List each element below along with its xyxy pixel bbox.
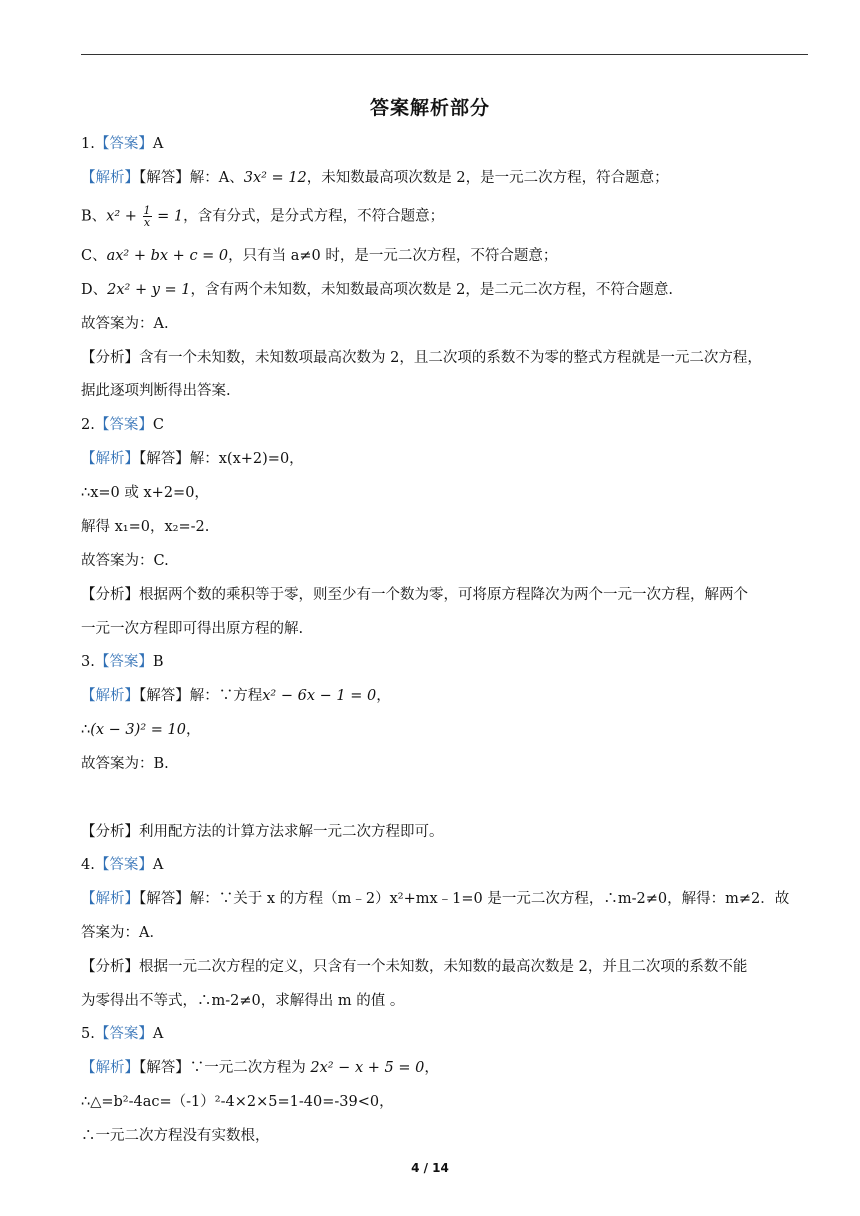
- q1-a-text: ，未知数最高项次数是 2，是一元二次方程，符合题意；: [306, 170, 669, 186]
- q3-conclusion: 故答案为：B.: [81, 756, 169, 772]
- q1-number: 1.: [81, 136, 95, 152]
- q3-analysis-tag: 【分析】: [81, 824, 139, 840]
- q5-step-2: ∴△=b²-4ac=（-1）²-4×2×5=1-40=-39<0，: [81, 1094, 394, 1110]
- header-rule: [81, 54, 808, 55]
- q2-step-2: ∴x=0 或 x+2=0，: [81, 485, 209, 501]
- q3-jiexi-tag: 【解析】: [81, 688, 139, 704]
- q1-b-equation-left: x² +: [106, 208, 142, 225]
- q3-analysis: [81, 822, 444, 842]
- q5-step-1-prefix: ∵一元二次方程为: [189, 1060, 311, 1076]
- q4-answer-line: [81, 855, 163, 875]
- q5-answer: A: [152, 1026, 164, 1042]
- q1-b-prefix: B、: [81, 208, 107, 225]
- q2-analysis-text: 根据两个数的乘积等于零，则至少有一个数为零，可将原方程降次为两个一元一次方程，解两个: [139, 587, 748, 603]
- q4-analysis-text: 根据一元二次方程的定义，只含有一个未知数，未知数的最高次数是 2，并且二次项的系数不能: [139, 959, 748, 975]
- q1-answer-tag: 【答案】: [94, 136, 153, 152]
- q2-conclusion: 故答案为：C.: [81, 553, 169, 569]
- q5-step-3: ∴一元二次方程没有实数根，: [81, 1128, 270, 1144]
- q1-jieda-tag: 【解答】: [139, 170, 190, 186]
- q2-step-3: 解得 x₁=0，x₂=-2.: [81, 519, 210, 535]
- q3-step-2-suffix: ，: [185, 722, 201, 738]
- q1-c-text: ，只有当 a≠0 时，是一元二次方程，不符合题意；: [228, 248, 558, 264]
- q1-jiexi-tag: 【解析】: [81, 170, 139, 186]
- q1-c-prefix: C、: [81, 248, 107, 264]
- q1-b-text: ，含有分式，是分式方程，不符合题意；: [183, 208, 445, 225]
- q3-step-1-prefix: 解：∵方程: [189, 688, 263, 704]
- q1-d-prefix: D、: [81, 282, 108, 298]
- q2-analysis-1: [81, 585, 748, 605]
- q1-solution-d: [81, 280, 673, 300]
- q1-a-equation: 3x² = 12: [243, 170, 307, 186]
- q4-answer-tag: 【答案】: [94, 857, 153, 873]
- q5-solution-1: [81, 1058, 439, 1078]
- q3-number: 3.: [81, 654, 95, 670]
- q1-analysis-1: [81, 348, 762, 368]
- q3-solution-2: [81, 720, 200, 740]
- q1-solution-a: [81, 168, 669, 188]
- q2-step-1: 解：x(x+2)=0，: [189, 451, 304, 467]
- q3-solution-1: [81, 686, 391, 706]
- q1-analysis-2: 据此逐项判断得出答案.: [81, 383, 231, 399]
- q5-answer-tag: 【答案】: [94, 1026, 153, 1042]
- q1-b-fraction: [143, 205, 152, 228]
- q1-conclusion: 故答案为：A.: [81, 316, 169, 332]
- q1-analysis-tag: 【分析】: [81, 350, 139, 366]
- q5-jiexi-tag: 【解析】: [81, 1060, 139, 1076]
- q2-jiexi-tag: 【解析】: [81, 451, 139, 467]
- q1-d-equation: 2x² + y = 1: [107, 282, 191, 298]
- q2-answer-tag: 【答案】: [94, 417, 153, 433]
- q5-answer-line: [81, 1024, 163, 1044]
- q1-c-equation: ax² + bx + c = 0: [106, 248, 229, 264]
- q2-answer-line: [81, 415, 164, 435]
- q3-equation-2: (x − 3)² = 10: [90, 722, 186, 738]
- q3-answer: B: [152, 654, 164, 670]
- q4-analysis-2: 为零得出不等式，∴m-2≠0，求解得出 m 的值 。: [81, 993, 405, 1009]
- q5-jieda-tag: 【解答】: [139, 1060, 190, 1076]
- q4-analysis-tag: 【分析】: [81, 959, 139, 975]
- q1-solution-c: [81, 246, 557, 266]
- q4-jieda-tag: 【解答】: [139, 891, 190, 907]
- q2-solution-1: [81, 449, 304, 469]
- q4-solution-2: 答案为：A．: [81, 925, 164, 941]
- q1-answer-line: [81, 134, 163, 154]
- q1-b-equation-right: = 1: [152, 208, 184, 225]
- q1-solution-b: [81, 205, 444, 228]
- q2-analysis-2: 一元一次方程即可得出原方程的解.: [81, 621, 304, 637]
- q4-solution-1: [81, 889, 789, 909]
- q3-step-2-prefix: ∴: [81, 722, 91, 738]
- q4-number: 4.: [81, 857, 95, 873]
- q3-equation-1: x² − 6x − 1 = 0: [262, 688, 377, 704]
- q4-solution-text: 解：∵关于 x 的方程（m﹣2）x²+mx﹣1=0 是一元二次方程，∴m-2≠0，解得：m≠2．故: [189, 891, 790, 907]
- q5-step-1-suffix: ，: [424, 1060, 439, 1076]
- q3-answer-line: [81, 652, 164, 672]
- q5-equation: 2x² − x + 5 = 0: [310, 1060, 425, 1076]
- q4-jiexi-tag: 【解析】: [81, 891, 139, 907]
- q1-answer: A: [152, 136, 164, 152]
- fraction-numerator: 1: [143, 204, 151, 217]
- page-title: 答案解析部分: [369, 97, 490, 119]
- q3-step-1-suffix: ，: [376, 688, 391, 704]
- fraction-denominator: x: [143, 216, 151, 229]
- q2-jieda-tag: 【解答】: [139, 451, 190, 467]
- q4-analysis-1: [81, 957, 747, 977]
- q1-d-text: ，含有两个未知数，未知数最高项次数是 2，是二元二次方程，不符合题意.: [190, 282, 673, 298]
- q1-a-prefix: 解：A、: [189, 170, 244, 186]
- page-number: 4 / 14: [411, 1161, 449, 1175]
- q3-analysis-text: 利用配方法的计算方法求解一元二次方程即可。: [139, 824, 444, 840]
- q4-answer: A: [152, 857, 164, 873]
- q2-analysis-tag: 【分析】: [81, 587, 139, 603]
- q3-jieda-tag: 【解答】: [139, 688, 190, 704]
- q2-answer: C: [152, 417, 164, 433]
- q2-number: 2.: [81, 417, 95, 433]
- q3-answer-tag: 【答案】: [94, 654, 153, 670]
- q1-analysis-text: 含有一个未知数，未知数项最高次数为 2，且二次项的系数不为零的整式方程就是一元二次方程，: [139, 350, 762, 366]
- q5-number: 5.: [81, 1026, 95, 1042]
